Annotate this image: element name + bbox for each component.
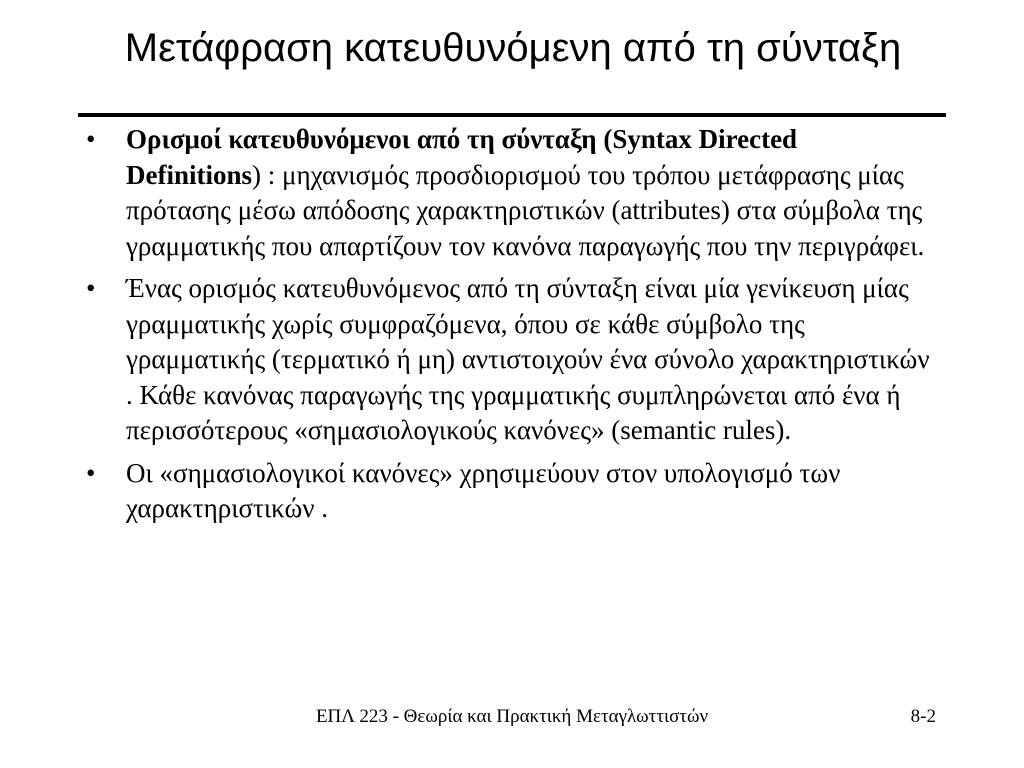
- bullet-item-generalization: [86, 271, 936, 449]
- bullet-icon: •: [86, 124, 96, 154]
- bullet-icon: •: [86, 457, 96, 488]
- bullet-text: Οι «σημασιολογικοί κανόνες» χρησιμεύουν στον υπολογισμό των χαρακτηριστικών .: [126, 457, 841, 523]
- footer-course-title: ΕΠΛ 223 - Θεωρία και Πρακτική Μεταγλωττιστών: [315, 706, 709, 727]
- footer-page-number: 8-2: [910, 706, 936, 727]
- bullet-bold-term: Ορισμοί κατευθυνόμενοι από τη σύνταξη (Syntax Directed Definitions: [126, 124, 798, 190]
- bullet-list: [86, 122, 936, 534]
- bullet-item-semantic-rules: [86, 456, 936, 527]
- title-underline: [78, 113, 946, 117]
- bullet-icon: •: [86, 273, 96, 303]
- bullet-item-syntax-directed-definitions: [86, 122, 936, 264]
- slide-title: Μετάφραση κατευθυνόμενη από τη σύνταξη: [124, 26, 902, 70]
- bullet-text: ) : μηχανισμός προσδιορισμού του τρόπου μετάφρασης μίας πρότασης μέσω απόδοσης χαρακτηριστικών (attributes) στα σύμβολα της γραμματικής που απαρτίζουν τον κανόνα παραγωγής που την περιγράφει.: [126, 159, 925, 261]
- bullet-text: Ένας ορισμός κατευθυνόμενος από τη σύνταξη είναι μία γενίκευση μίας γραμματικής χωρίς συμφραζόμενα, όπου σε κάθε σύμβολο της γραμματικής (τερματικό ή μη) αντιστοιχούν ένα σύνολο χαρακτηριστικών . Κάθε κανόνας παραγωγής της γραμματικής συμπληρώνεται από ένα ή περισσότερους «σημασιολογικούς κανόνες» (semantic rules).: [126, 273, 930, 445]
